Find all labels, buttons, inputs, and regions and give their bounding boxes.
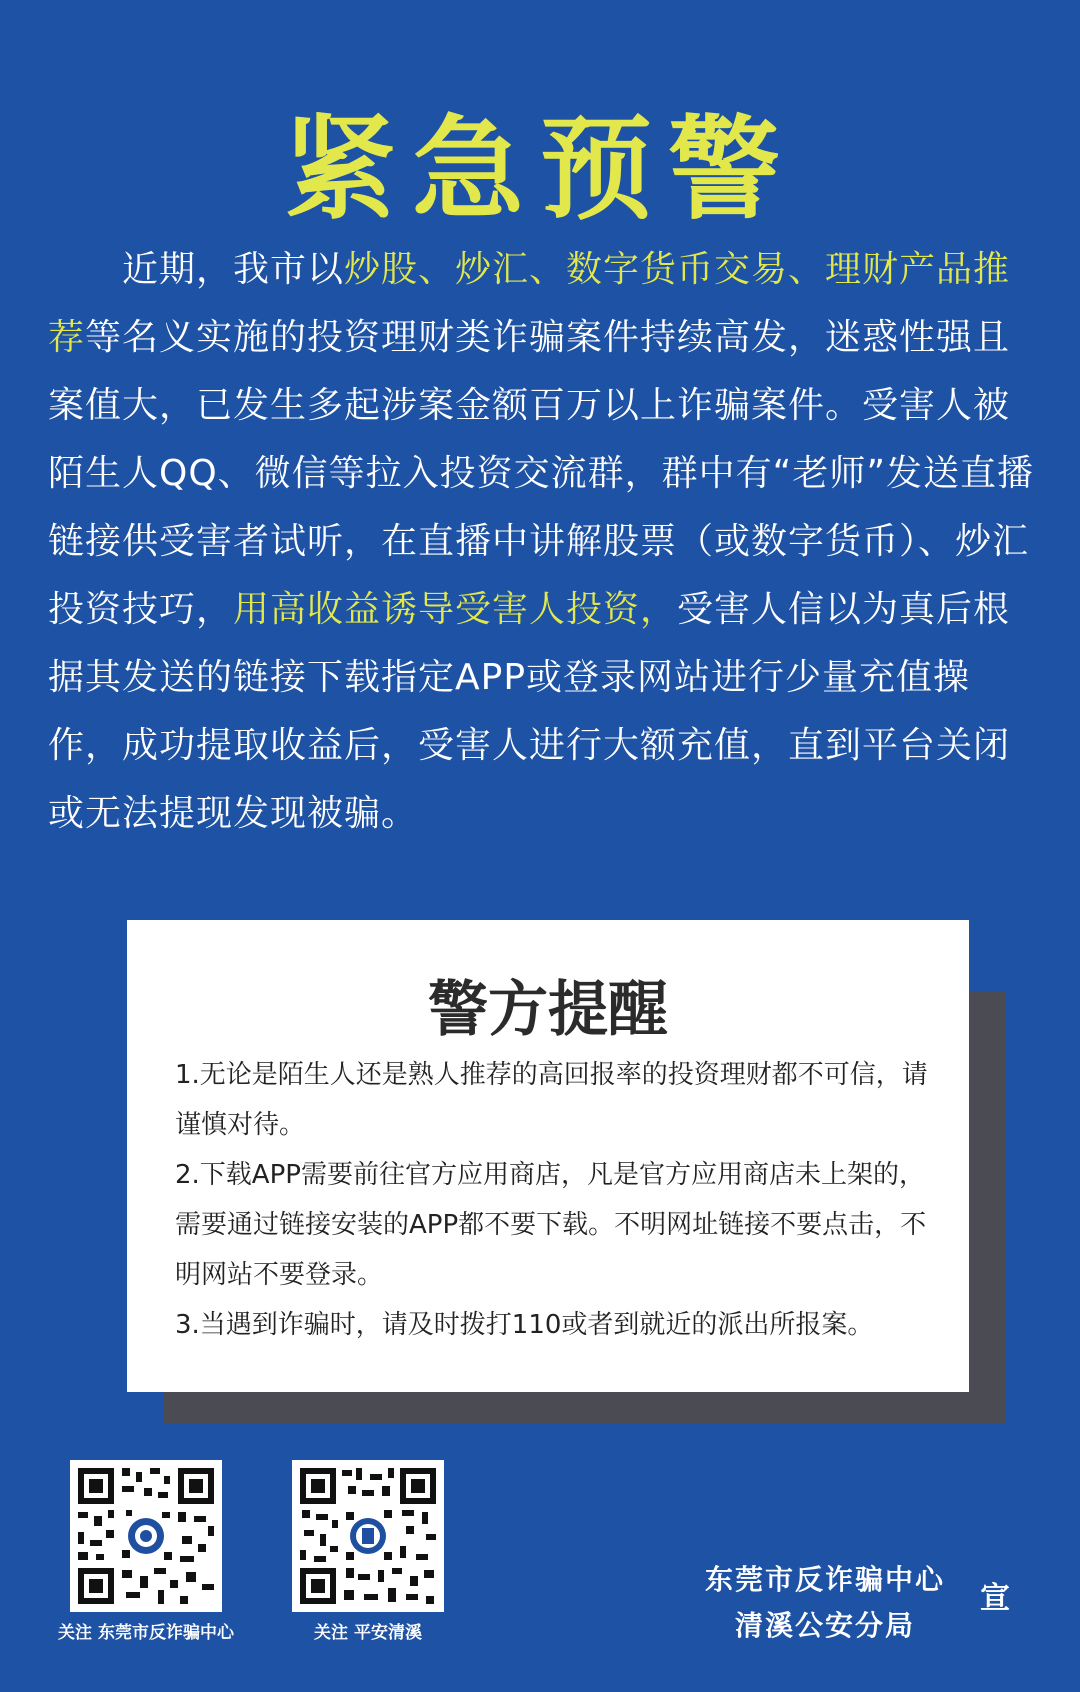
intro-highlight-2: 用高收益诱导受害人投资，: [233, 589, 678, 630]
qr-code-icon: [292, 1460, 444, 1612]
tip-item: 2.下载APP需要前往官方应用商店，凡是官方应用商店未上架的，需要通过链接安装的APP都不要下载。不明网址链接不要点击，不明网站不要登录。: [175, 1160, 927, 1290]
intro-text-1: 近期，我市以: [122, 249, 345, 290]
card-title: 警方提醒: [428, 975, 668, 1045]
tips-list: [175, 1050, 945, 1350]
intro-paragraph: [48, 236, 1038, 848]
intro-highlight-1: 炒股、炒汇、数字货币交易、理财产品推荐: [48, 249, 1011, 358]
qr-code-icon: [70, 1460, 222, 1612]
publicity-stamp: 宣: [980, 1581, 1010, 1616]
qr-caption: 关注 东莞市反诈骗中心: [58, 1623, 234, 1643]
qr-code-anti-fraud-center[interactable]: [70, 1460, 222, 1612]
intro-text-2: 等名义实施的投资理财类诈骗案件持续高发，迷惑性强且案值大，已发生多起涉案金额百万以上诈骗案件。受害人被陌生人QQ、微信等拉入投资交流群，群中有“老师”发送直播链接供受害者试听，在直播中讲解股票（或数字货币）、炒汇投资技巧，: [48, 317, 1034, 630]
page-title: 紧急预警: [284, 105, 796, 235]
org-name-police-branch: 清溪公安分局: [734, 1609, 915, 1642]
qr-code-pingan-qingxi[interactable]: [292, 1460, 444, 1612]
org-name-anti-fraud-center: 东莞市反诈骗中心: [704, 1563, 945, 1596]
police-reminder-card: [127, 920, 969, 1392]
tip-item: 3.当遇到诈骗时，请及时拨打110或者到就近的派出所报案。: [175, 1310, 874, 1340]
intro-text-3: 受害人信以为真后根据其发送的链接下载指定APP或登录网站进行少量充值操作，成功提取收益后，受害人进行大额充值，直到平台关闭或无法提现发现被骗。: [48, 589, 1011, 834]
qr-caption: 关注 平安清溪: [314, 1623, 422, 1643]
tip-item: 1.无论是陌生人还是熟人推荐的高回报率的投资理财都不可信，请谨慎对待。: [175, 1060, 928, 1140]
